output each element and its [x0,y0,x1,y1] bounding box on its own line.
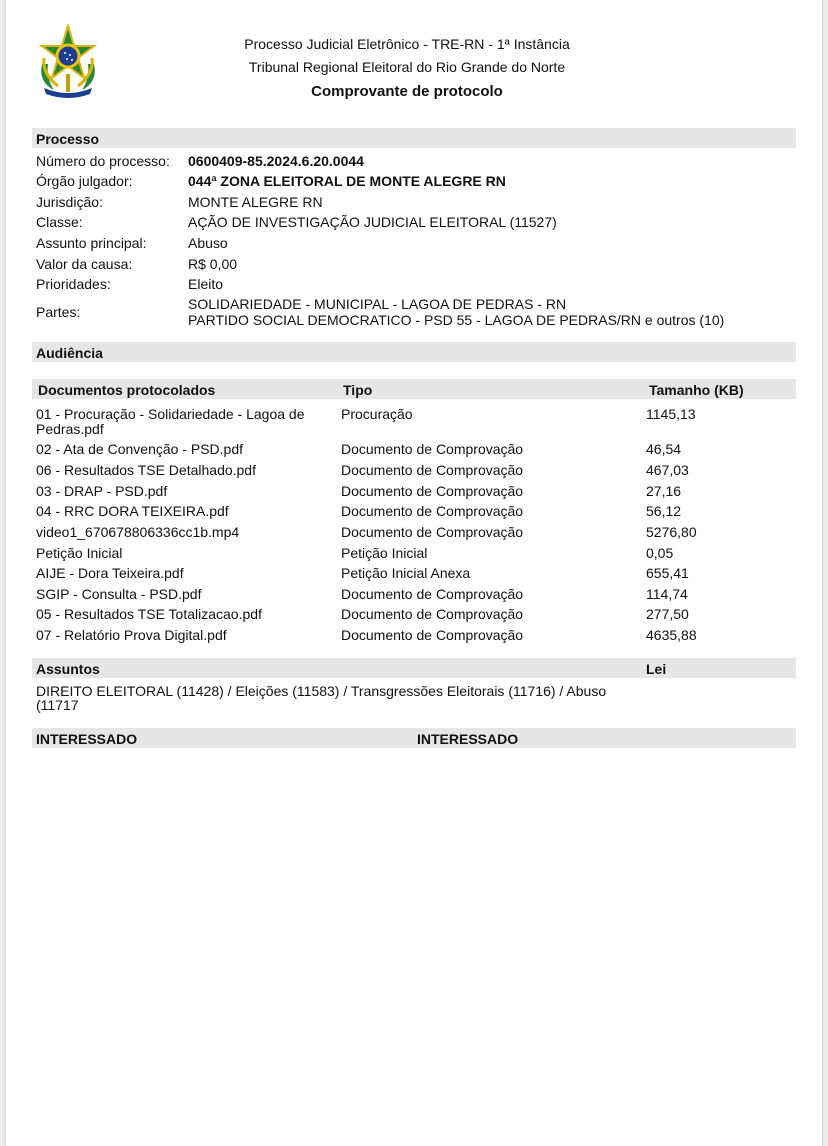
document-type: Petição Inicial [341,545,428,561]
document-size: 5276,80 [646,524,697,540]
field-value: AÇÃO DE INVESTIGAÇÃO JUDICIAL ELEITORAL (11527) [188,214,557,230]
document-size: 56,12 [646,503,682,519]
document-size: 1145,13 [646,406,696,422]
column-header-tamanho: Tamanho (KB) [649,382,744,398]
column-header-tipo: Tipo [343,382,373,398]
document-type: Documento de Comprovação [341,483,524,499]
document-type: Procuração [341,406,413,422]
field-label: Valor da causa: [36,256,133,272]
field-label: Número do processo: [36,153,170,169]
document-type: Documento de Comprovação [341,627,524,643]
document-name: 01 - Procuração - Solidariedade - Lagoa de Pedras.pdf [36,406,305,437]
assuntos-text: DIREITO ELEITORAL (11428) / Eleições (11583) / Transgressões Eleitorais (11716) / Abuso (11717 [36,683,607,713]
document-name: SGIP - Consulta - PSD.pdf [36,586,202,602]
document-name: 05 - Resultados TSE Totalizacao.pdf [36,606,262,622]
field-label: Prioridades: [36,276,111,292]
section-assuntos [32,658,796,678]
field-label: Jurisdição: [36,194,103,210]
document-type: Documento de Comprovação [341,524,524,540]
documents-table-header [32,379,796,399]
document-size: 27,16 [646,483,682,499]
interessado-right: INTERESSADO [417,731,519,747]
section-label: Audiência [36,345,103,361]
field-value: 0600409-85.2024.6.20.0044 [188,153,364,169]
interessado-left: INTERESSADO [36,731,138,747]
document-size: 0,05 [646,545,674,561]
field-label: Partes: [36,304,81,320]
section-processo [32,128,796,148]
document-size: 655,41 [646,565,689,581]
field-label: Classe: [36,214,83,230]
document-type: Documento de Comprovação [341,606,524,622]
document-size: 277,50 [646,606,689,622]
lei-label: Lei [646,661,667,677]
document-size: 114,74 [646,586,688,602]
document-type: Documento de Comprovação [341,503,524,519]
document-name: 04 - RRC DORA TEIXEIRA.pdf [36,503,229,519]
document-name: 07 - Relatório Prova Digital.pdf [36,627,227,643]
document-name: video1_670678806336cc1b.mp4 [36,524,240,540]
section-audiencia [32,342,796,362]
coat-of-arms-icon [32,24,104,98]
parte-2: PARTIDO SOCIAL DEMOCRATICO - PSD 55 - LAGOA DE PEDRAS/RN e outros (10) [188,312,725,328]
document-name: AIJE - Dora Teixeira.pdf [36,565,184,581]
field-partes [36,296,796,330]
document-type: Documento de Comprovação [341,586,524,602]
document-size: 467,03 [646,462,689,478]
field-value: R$ 0,00 [188,256,238,272]
document-type: Petição Inicial Anexa [341,565,471,581]
header-court-name: Tribunal Regional Eleitoral do Rio Grande do Norte [248,59,566,75]
document-size: 46,54 [646,441,682,457]
field-label: Assunto principal: [36,235,147,251]
document-name: 06 - Resultados TSE Detalhado.pdf [36,462,256,478]
document-name: Petição Inicial [36,545,123,561]
document-page [6,0,822,1146]
column-header-documento: Documentos protocolados [38,382,216,398]
field-value: MONTE ALEGRE RN [188,194,323,210]
section-label: Assuntos [36,661,100,677]
field-value: Abuso [188,235,228,251]
document-type: Documento de Comprovação [341,441,524,457]
section-label: Processo [36,131,100,147]
document-type: Documento de Comprovação [341,462,524,478]
document-size: 4635,88 [646,627,697,643]
document-name: 02 - Ata de Convenção - PSD.pdf [36,441,244,457]
field-value: Eleito [188,276,224,292]
document-name: 03 - DRAP - PSD.pdf [36,483,168,499]
field-label: Órgão julgador: [36,173,133,189]
section-interessados [32,728,796,748]
page-title: Comprovante de protocolo [311,83,503,100]
field-value: 044ª ZONA ELEITORAL DE MONTE ALEGRE RN [188,173,506,189]
header-system-name: Processo Judicial Eletrônico - TRE-RN - 1ª Instância [244,36,570,52]
parte-1: SOLIDARIEDADE - MUNICIPAL - LAGOA DE PEDRAS - RN [188,296,567,312]
